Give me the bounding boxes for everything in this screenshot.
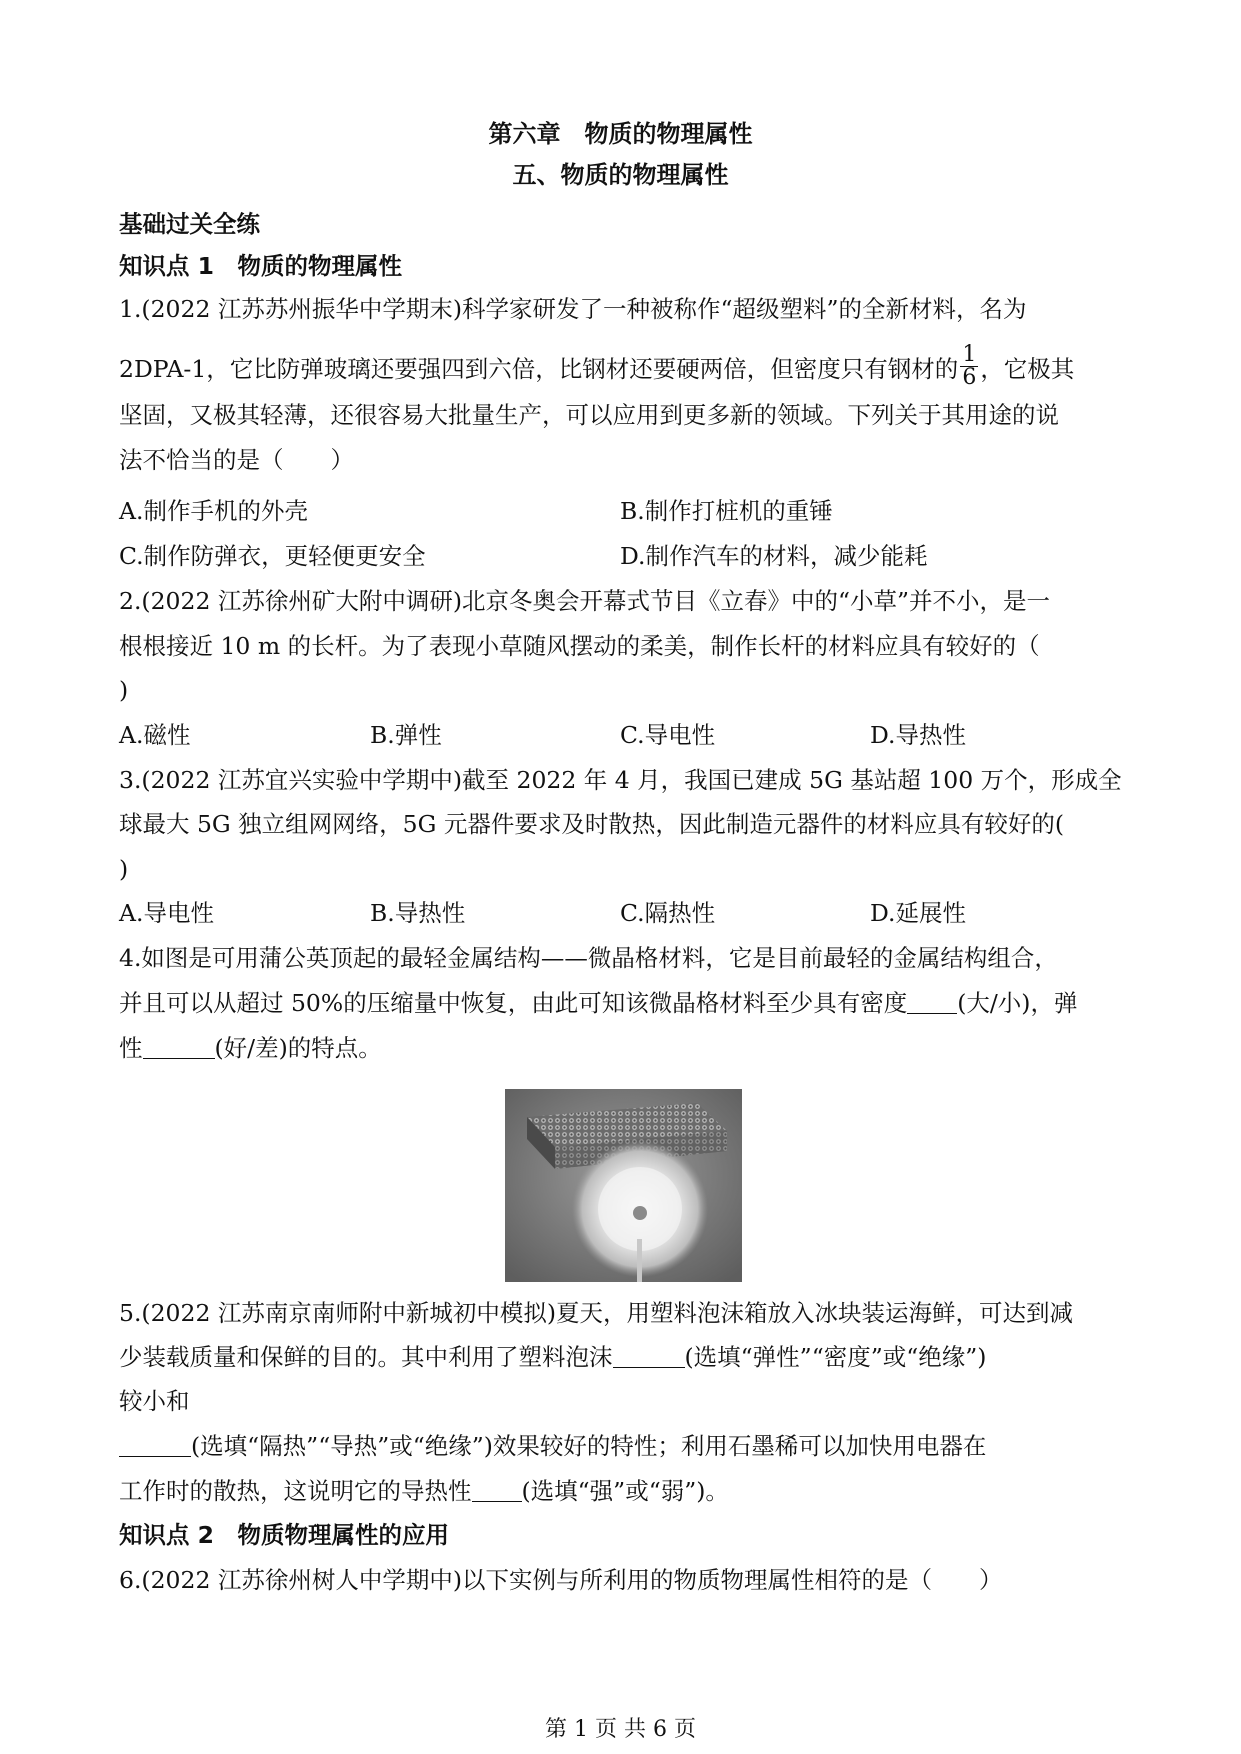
q1-option-a: A.制作手机的外壳 xyxy=(119,497,308,525)
fraction-denominator: 6 xyxy=(962,365,977,390)
dandelion-microlattice-photo xyxy=(505,1089,742,1282)
q2-option-d: D.导热性 xyxy=(870,721,966,749)
q3-option-b: B.导热性 xyxy=(370,899,466,927)
q1-line-1: 1.(2022 江苏苏州振华中学期末)科学家研发了一种被称作“超级塑料”的全新材料，名为 xyxy=(119,295,1027,323)
q5-line-2 xyxy=(119,1341,1124,1373)
answer-blank-density[interactable] xyxy=(907,989,957,1014)
q2-line-3: ) xyxy=(119,676,129,704)
q5-line-4 xyxy=(119,1430,1124,1462)
q2-line-1: 2.(2022 江苏徐州矿大附中调研)北京冬奥会开幕式节目《立春》中的“小草”并不小，是一 xyxy=(119,587,1051,615)
answer-blank-conductivity[interactable] xyxy=(472,1477,522,1502)
answer-blank-foam-property[interactable] xyxy=(613,1343,685,1368)
q5-line-2-text-b: (选填“弹性”“密度”或“绝缘”) xyxy=(684,1343,987,1371)
q3-option-d: D.延展性 xyxy=(870,899,966,927)
q5-line-2-text-a: 少装载质量和保鲜的目的。其中利用了塑料泡沫 xyxy=(119,1343,613,1371)
q1-line-4: 法不恰当的是（ ） xyxy=(119,446,354,474)
q5-line-3: 较小和 xyxy=(119,1387,190,1415)
q4-line-1: 4.如图是可用蒲公英顶起的最轻金属结构——微晶格材料，它是目前最轻的金属结构组合， xyxy=(119,944,1058,972)
q1-line-2-text-b: ，它极其 xyxy=(980,355,1075,383)
knowledge-point-1-heading: 知识点 1 物质的物理属性 xyxy=(119,252,403,280)
q2-option-a: A.磁性 xyxy=(119,721,191,749)
q2-option-c: C.导电性 xyxy=(620,721,716,749)
q1-line-3: 坚固，又极其轻薄，还很容易大批量生产，可以应用到更多新的领域。下列关于其用途的说 xyxy=(119,401,1059,429)
q4-line-3-text-a: 性 xyxy=(119,1034,143,1062)
q5-line-1: 5.(2022 江苏南京南师附中新城初中模拟)夏天，用塑料泡沫箱放入冰块装运海鲜，可达到减 xyxy=(119,1299,1074,1327)
q4-line-2-text-b: (大/小)，弹 xyxy=(957,989,1078,1017)
q1-option-c: C.制作防弹衣，更轻便更安全 xyxy=(119,542,426,570)
q3-option-c: C.隔热性 xyxy=(620,899,716,927)
q1-line-2-text-a: 2DPA-1，它比防弹玻璃还要强四到六倍，比钢材还要硬两倍，但密度只有钢材的 xyxy=(119,355,959,383)
q2-option-b: B.弹性 xyxy=(370,721,442,749)
q6-line-1: 6.(2022 江苏徐州树人中学期中)以下实例与所利用的物质物理属性相符的是（ ） xyxy=(119,1566,1003,1594)
q3-line-1: 3.(2022 江苏宜兴实验中学期中)截至 2022 年 4 月，我国已建成 5G 基站超 100 万个，形成全 xyxy=(119,766,1122,794)
q4-line-2 xyxy=(119,987,1124,1019)
q2-line-2: 根根接近 10 m 的长杆。为了表现小草随风摆动的柔美，制作长杆的材料应具有较好的（ xyxy=(119,632,1040,660)
answer-blank-insulation[interactable] xyxy=(119,1432,191,1457)
q1-line-2 xyxy=(119,342,1124,393)
q4-line-2-text-a: 并且可以从超过 50%的压缩量中恢复，由此可知该微晶格材料至少具有密度 xyxy=(119,989,908,1017)
q3-line-2: 球最大 5G 独立组网网络，5G 元器件要求及时散热，因此制造元器件的材料应具有较好的( xyxy=(119,810,1065,838)
chapter-title: 第六章 物质的物理属性 xyxy=(488,120,753,148)
q3-line-3: ) xyxy=(119,855,129,883)
knowledge-point-2-heading: 知识点 2 物质物理属性的应用 xyxy=(119,1521,450,1549)
q1-option-d: D.制作汽车的材料，减少能耗 xyxy=(620,542,928,570)
q5-line-4-text-b: (选填“隔热”“导热”或“绝缘”)效果较好的特性；利用石墨稀可以加快用电器在 xyxy=(191,1432,987,1460)
q5-line-5-text-b: (选填“强”或“弱”)。 xyxy=(521,1477,729,1505)
fraction-one-sixth xyxy=(960,344,978,389)
q1-option-b: B.制作打桩机的重锤 xyxy=(620,497,833,525)
q4-line-3-text-b: (好/差)的特点。 xyxy=(214,1034,382,1062)
page-footer: 第 1 页 共 6 页 xyxy=(545,1717,696,1742)
q3-option-a: A.导电性 xyxy=(119,899,214,927)
section-title: 五、物质的物理属性 xyxy=(512,161,729,189)
q5-line-5-text-a: 工作时的散热，这说明它的导热性 xyxy=(119,1477,472,1505)
fraction-numerator: 1 xyxy=(962,342,977,367)
part-title: 基础过关全练 xyxy=(119,210,260,238)
q4-line-3 xyxy=(119,1032,1124,1064)
q5-line-5 xyxy=(119,1475,1124,1507)
answer-blank-elasticity[interactable] xyxy=(143,1034,215,1059)
